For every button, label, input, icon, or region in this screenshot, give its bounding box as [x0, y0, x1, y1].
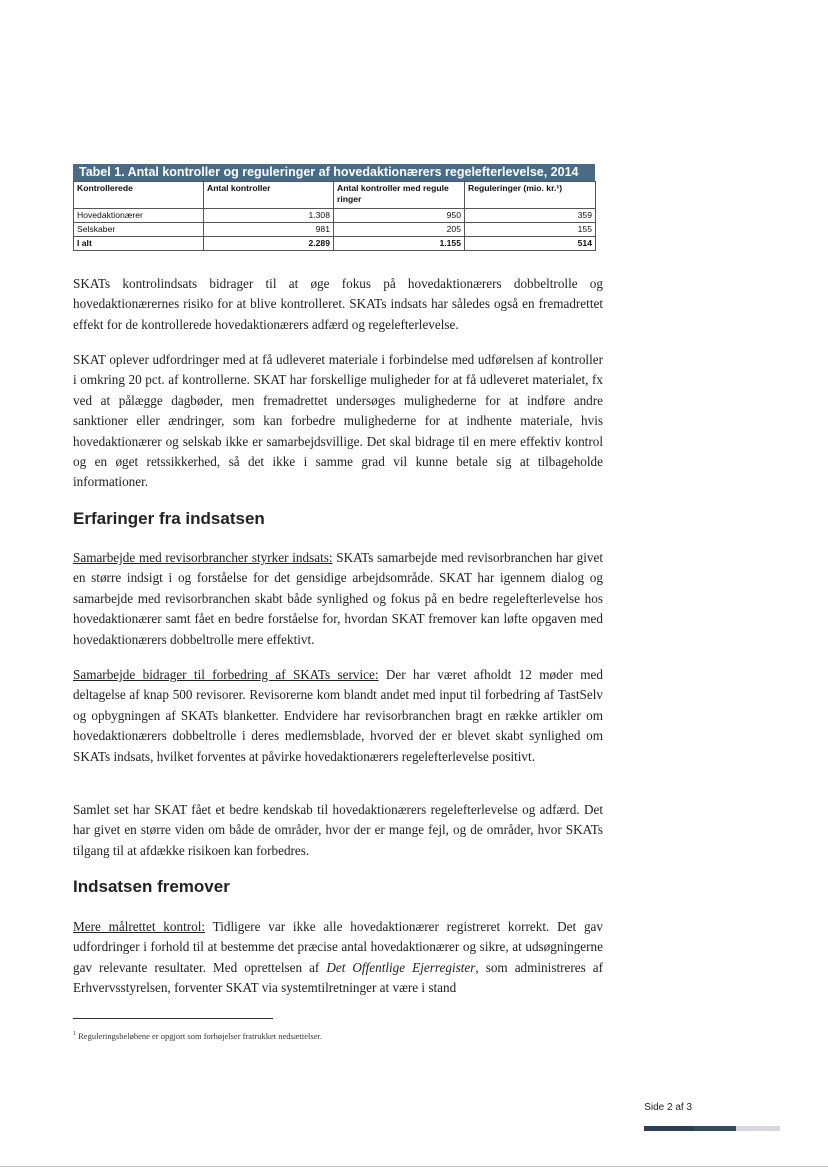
- paragraph-maalrettet: [73, 917, 603, 999]
- data-table: [73, 181, 596, 251]
- table-row: [74, 223, 596, 237]
- paragraph-udfordringer: SKAT oplever udfordringer med at få udleveret materiale i forbindelse med udførelsen af kontroller i omkring 20 pct. af kontrollerne. SKAT har forskellige muligheder for at få udleveret materialet, fx ved at pålægge dagbøder, men fremadrettet undersøges mulighederne for at indføre andre sanktioner eller ændringer, som kan forbedre mulighederne for at indhente materiale, hvis hovedaktionærer og selskab ikke er samarbejdsvillige. Det skal bidrage til en mere effektiv kontrol og en øget retssikkerhed, så det ikke i samme grad vil kunne betale sig at tilbageholde informationer.: [73, 352, 603, 490]
- footnote: [73, 1031, 322, 1041]
- paragraph-text: Tidligere var ikke alle hovedaktionærer registreret korrekt. Det gav udfordringer i forhold til at bestemme det præcise antal hovedaktionærer og sikre, at udsøgningerne gav relevante resultater. Med oprettelsen af: [73, 919, 603, 975]
- cell-value: 359: [465, 209, 596, 223]
- header-reguleringer: Reguleringer (mio. kr.¹): [465, 182, 596, 209]
- row-label: Hovedaktionærer: [74, 209, 204, 223]
- paragraph-samlet: Samlet set har SKAT fået et bedre kendskab til hovedaktionærers regelefterlevelse og adfærd. Det har givet en større viden om både de områder, hvor der er mange fejl, og de områder, hvor SKATs tilgang til at afdække risikoen kan forbedres.: [73, 802, 603, 858]
- cell-value: 205: [334, 223, 465, 237]
- paragraph-text: , som administreres af Erhvervsstyrelsen, forventer SKAT via systemtilretninger at være i stand: [73, 959, 603, 996]
- header-kontrollerede: Kontrollerede: [74, 182, 204, 209]
- paragraph-kontrolindsats: SKATs kontrolindsats bidrager til at øge fokus på hovedaktionærers dobbeltrolle og hovedaktionærernes risiko for at blive kontrolleret. SKATs indsats har således også en fremadrettet effekt for de kontrollerede hovedaktionærers adfærd og regelefterlevelse.: [73, 276, 603, 332]
- table-caption: Tabel 1. Antal kontroller og reguleringer af hovedaktionærers regelefterlevelse, 2014: [73, 164, 595, 181]
- footnote-divider: [73, 1018, 273, 1019]
- footnote-marker: 1: [73, 1031, 76, 1038]
- section-heading-fremover: Indsatsen fremover: [73, 877, 230, 896]
- table-header-row: [74, 182, 596, 209]
- page-bottom-edge: [0, 1166, 828, 1167]
- cell-value: 155: [465, 223, 596, 237]
- cell-value: 1.308: [204, 209, 334, 223]
- footer-bar-segment: [694, 1126, 736, 1131]
- footer-bar-segment: [736, 1126, 780, 1131]
- paragraph-samarbejde-service: [73, 665, 603, 767]
- cell-value: 950: [334, 209, 465, 223]
- paragraph-lead: Samarbejde bidrager til forbedring af SKATs service:: [73, 667, 379, 682]
- footer-bar-segment: [644, 1126, 694, 1131]
- header-antal-kontroller-med-reguleringer: Antal kontroller med regule ringer: [334, 182, 465, 209]
- footnote-text: Reguleringsbeløbene er opgjort som forhøjelser fratrukket nedsættelser.: [76, 1031, 322, 1041]
- paragraph-samarbejde-revisor: [73, 548, 603, 650]
- cell-value: 981: [204, 223, 334, 237]
- row-label: Selskaber: [74, 223, 204, 237]
- paragraph-text: Der har været afholdt 12 møder med deltagelse af knap 500 revisorer. Revisorerne kom blandt andet med input til forbedring af TastSelv og opbygningen af SKATs blanketter. Endvidere har revisorbranchen bragt en række artikler om hovedaktionærers dobbeltrolle i deres medlemsblade, hvorved der er blevet skabt synlighed om SKATs indsats, hvilket forventes at påvirke hovedaktionærers regelefterlevelse positivt.: [73, 667, 603, 764]
- table-total-row: [74, 237, 596, 251]
- section-heading-erfaringer: Erfaringer fra indsatsen: [73, 509, 265, 528]
- paragraph-lead: Mere målrettet kontrol:: [73, 919, 206, 934]
- row-label: I alt: [74, 237, 204, 251]
- table-row: [74, 209, 596, 223]
- paragraph-lead: Samarbejde med revisorbrancher styrker indsats:: [73, 550, 333, 565]
- cell-value: 2.289: [204, 237, 334, 251]
- table-1: [73, 164, 595, 251]
- cell-value: 514: [465, 237, 596, 251]
- header-antal-kontroller: Antal kontroller: [204, 182, 334, 209]
- page-number: Side 2 af 3: [644, 1102, 692, 1113]
- cell-value: 1.155: [334, 237, 465, 251]
- register-name: Det Offentlige Ejerregister: [326, 959, 476, 975]
- paragraph-text: SKATs samarbejde med revisorbranchen har givet en større indsigt i og forståelse for det gensidige arbejdsområde. SKAT har igennem dialog og samarbejde med revisorbranchen skabt både synlighed og fokus på en bedre regelefterlevelse hos hovedaktionærer samt fået en bedre forståelse for, hvordan SKAT fremover kan løfte opgaven med hovedaktionærers dobbeltrolle mere effektivt.: [73, 550, 603, 647]
